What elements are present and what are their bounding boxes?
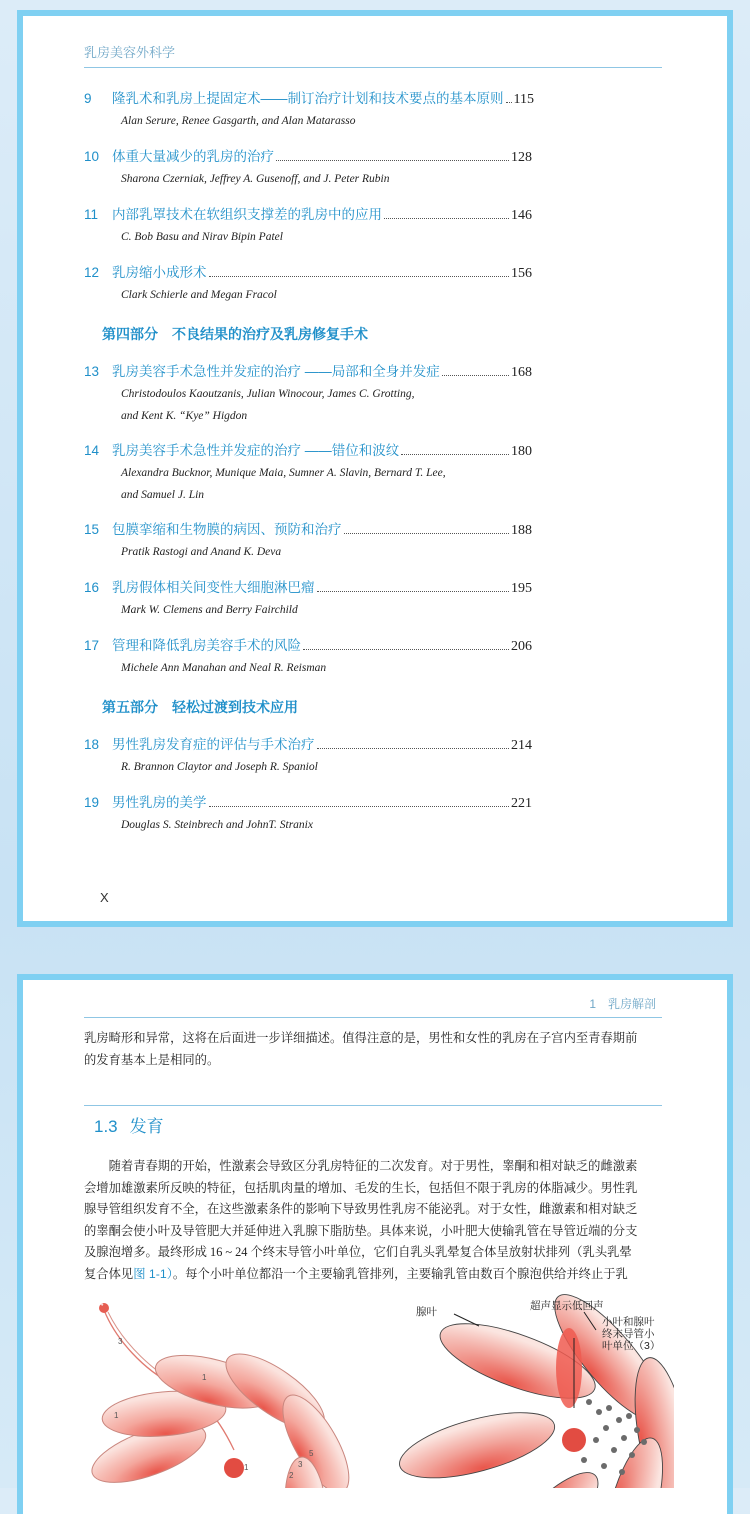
svg-text:4: 4 — [99, 1299, 104, 1308]
chapter-authors: Alan Serure, Renee Gasgarth, and Alan Matarasso — [121, 115, 356, 127]
chapter-number: 13 — [84, 364, 100, 379]
chapter-authors: Clark Schierle and Megan Fracol — [121, 289, 277, 301]
svg-text:1: 1 — [244, 1463, 249, 1472]
dot-leader — [209, 276, 510, 277]
left-lobe-diagram — [85, 1299, 362, 1488]
section-number: 1.3 — [94, 1117, 118, 1136]
chapter-title: 乳房假体相关间变性大细胞淋巴瘤 — [112, 580, 315, 595]
body-line: 随着青春期的开始，性激素会导致区分乳房特征的二次发育。对于男性，睾酮和相对缺乏的雌激素 — [84, 1159, 638, 1173]
chapter-head: 1 乳房解剖 — [589, 997, 656, 1011]
chapter-title: 管理和降低乳房美容手术的风险 — [112, 638, 301, 653]
dot-leader — [209, 806, 510, 807]
toc-entry[interactable] — [84, 791, 532, 812]
body-line: 会增加雄激素所反映的特征，包括肌肉量的增加、毛发的生长，包括但不限于乳房的体脂减少。男性乳 — [84, 1180, 638, 1195]
chapter-authors: and Kent K. “Kye” Higdon — [121, 410, 248, 422]
intro-line: 乳房畸形和异常，这将在后面进一步详细描述。值得注意的是，男性和女性的乳房在子宫内至青春期前 — [84, 1031, 638, 1045]
chapter-title: 内部乳罩技术在软组织支撑差的乳房中的应用 — [112, 207, 382, 222]
svg-text:1: 1 — [202, 1373, 207, 1382]
dot-leader — [401, 454, 509, 455]
chapter-title: 乳房缩小成形术 — [112, 265, 207, 280]
svg-text:1: 1 — [114, 1411, 119, 1420]
figure-link[interactable]: 图 1-1） — [133, 1266, 173, 1281]
toc-entry[interactable] — [84, 261, 532, 282]
page-ref: 128 — [511, 150, 532, 165]
svg-text:5: 5 — [309, 1449, 314, 1458]
chapter-number: 10 — [84, 149, 100, 164]
toc-entry[interactable] — [84, 439, 532, 460]
chapter-title: 体重大量减少的乳房的治疗 — [112, 149, 274, 164]
chapter-number: 12 — [84, 265, 100, 280]
chapter-number: 18 — [84, 737, 100, 752]
chapter-authors: Mark W. Clemens and Berry Fairchild — [121, 604, 298, 616]
intro-line: 的发育基本上是相同的。 — [84, 1052, 220, 1067]
section-title: 发育 — [129, 1117, 164, 1136]
page-ref: 168 — [511, 365, 532, 380]
page-ref: 180 — [511, 444, 532, 459]
figure-label-tdlu: 小叶和腺叶 终末导管小 叶单位（3） — [602, 1316, 661, 1352]
body-line: 腺导管组织发育不全，在这些激素条件的影响下导致男性乳房不能泌乳。对于女性，雌激素和相对缺乏 — [84, 1202, 638, 1216]
toc-entry[interactable] — [84, 203, 532, 224]
body-line: 及腺泡增多。最终形成 16 ~ 24 个终末导管小叶单位，它们自乳头乳晕复合体呈放射状排列（乳头乳晕 — [84, 1245, 632, 1259]
chapter-number: 14 — [84, 443, 100, 458]
toc-entry[interactable] — [84, 360, 532, 381]
dot-leader — [317, 748, 510, 749]
toc-entry[interactable] — [84, 87, 532, 108]
chapter-title: 乳房美容手术急性并发症的治疗 ——局部和全身并发症 — [112, 364, 440, 379]
svg-text:3: 3 — [118, 1337, 123, 1346]
toc-entry[interactable] — [84, 634, 532, 655]
running-head: 乳房美容外科学 — [84, 45, 176, 60]
chapter-number: 19 — [84, 795, 100, 810]
intro-paragraph — [84, 1028, 662, 1071]
page-ref: 188 — [511, 523, 532, 538]
toc-entry[interactable] — [84, 518, 532, 539]
page-ref: 214 — [511, 738, 532, 753]
chapter-authors: Michele Ann Manahan and Neal R. Reisman — [121, 662, 327, 674]
part-heading: 第五部分 轻松过渡到技术应用 — [102, 699, 298, 715]
chapter-title: 男性乳房的美学 — [112, 795, 207, 810]
figure-label-top: 超声显示低回声 — [530, 1300, 604, 1312]
chapter-authors: and Samuel J. Lin — [121, 489, 205, 501]
page-ref: 115 — [513, 92, 534, 107]
chapter-number: 9 — [84, 91, 92, 106]
chapter-number: 11 — [84, 207, 99, 222]
page-number: X — [100, 890, 109, 905]
chapter-authors: Douglas S. Steinbrech and JohnT. Stranix — [121, 819, 313, 831]
dot-leader — [384, 218, 509, 219]
body-line: 的睾酮会使小叶及导管肥大并延伸进入乳腺下脂肪垫。具体来说，小叶肥大使输乳管在导管近端的分支 — [84, 1223, 638, 1238]
chapter-number: 15 — [84, 522, 100, 537]
chapter-authors: Christodoulos Kaoutzanis, Julian Winocour, James C. Grotting, — [121, 388, 415, 400]
section-heading — [94, 1112, 176, 1137]
page-ref: 156 — [511, 266, 532, 281]
chapter-title: 乳房美容手术急性并发症的治疗 ——错位和波纹 — [112, 443, 400, 458]
body-line: 复合体见图 1-1）。每个小叶单位都沿一个主要输乳管排列，主要输乳管由数百个腺泡供给并终止于乳 — [84, 1266, 628, 1281]
chapter-authors: C. Bob Basu and Nirav Bipin Patel — [121, 231, 283, 243]
page-ref: 221 — [511, 796, 532, 811]
page-ref: 146 — [511, 208, 532, 223]
chapter-title: 男性乳房发育症的评估与手术治疗 — [112, 737, 315, 752]
toc-entry[interactable] — [84, 145, 532, 166]
page-ref: 195 — [511, 581, 532, 596]
header-rule-2 — [84, 1017, 662, 1018]
dot-leader — [442, 375, 509, 376]
chapter-authors: R. Brannon Claytor and Joseph R. Spaniol — [121, 761, 318, 773]
dot-leader — [276, 160, 509, 161]
chapter-authors: Alexandra Bucknor, Munique Maia, Sumner A. Slavin, Bernard T. Lee, — [121, 467, 446, 479]
dot-leader — [317, 591, 510, 592]
chapter-title: 包膜挛缩和生物膜的病因、预防和治疗 — [112, 522, 342, 537]
header-rule — [84, 67, 662, 68]
chapter-title: 隆乳术和乳房上提固定术——制订治疗计划和技术要点的基本原则 — [112, 91, 504, 106]
body-paragraph — [84, 1156, 662, 1285]
chapter-authors: Sharona Czerniak, Jeffrey A. Gusenoff, and J. Peter Rubin — [121, 173, 390, 185]
svg-text:3: 3 — [298, 1460, 303, 1469]
section-rule — [84, 1105, 662, 1106]
figure-label-lobe: 腺叶 — [416, 1306, 437, 1318]
chapter-number: 17 — [84, 638, 100, 653]
toc-entry[interactable] — [84, 733, 532, 754]
chapter-number: 16 — [84, 580, 100, 595]
dot-leader — [344, 533, 510, 534]
svg-text:2: 2 — [289, 1471, 294, 1480]
toc-entry[interactable] — [84, 576, 532, 597]
chapter-authors: Pratik Rastogi and Anand K. Deva — [121, 546, 282, 558]
dot-leader — [303, 649, 509, 650]
part-heading: 第四部分 不良结果的治疗及乳房修复手术 — [102, 326, 368, 342]
dot-leader — [506, 102, 512, 103]
page-ref: 206 — [511, 639, 532, 654]
breast-anatomy-figure — [84, 1290, 674, 1488]
